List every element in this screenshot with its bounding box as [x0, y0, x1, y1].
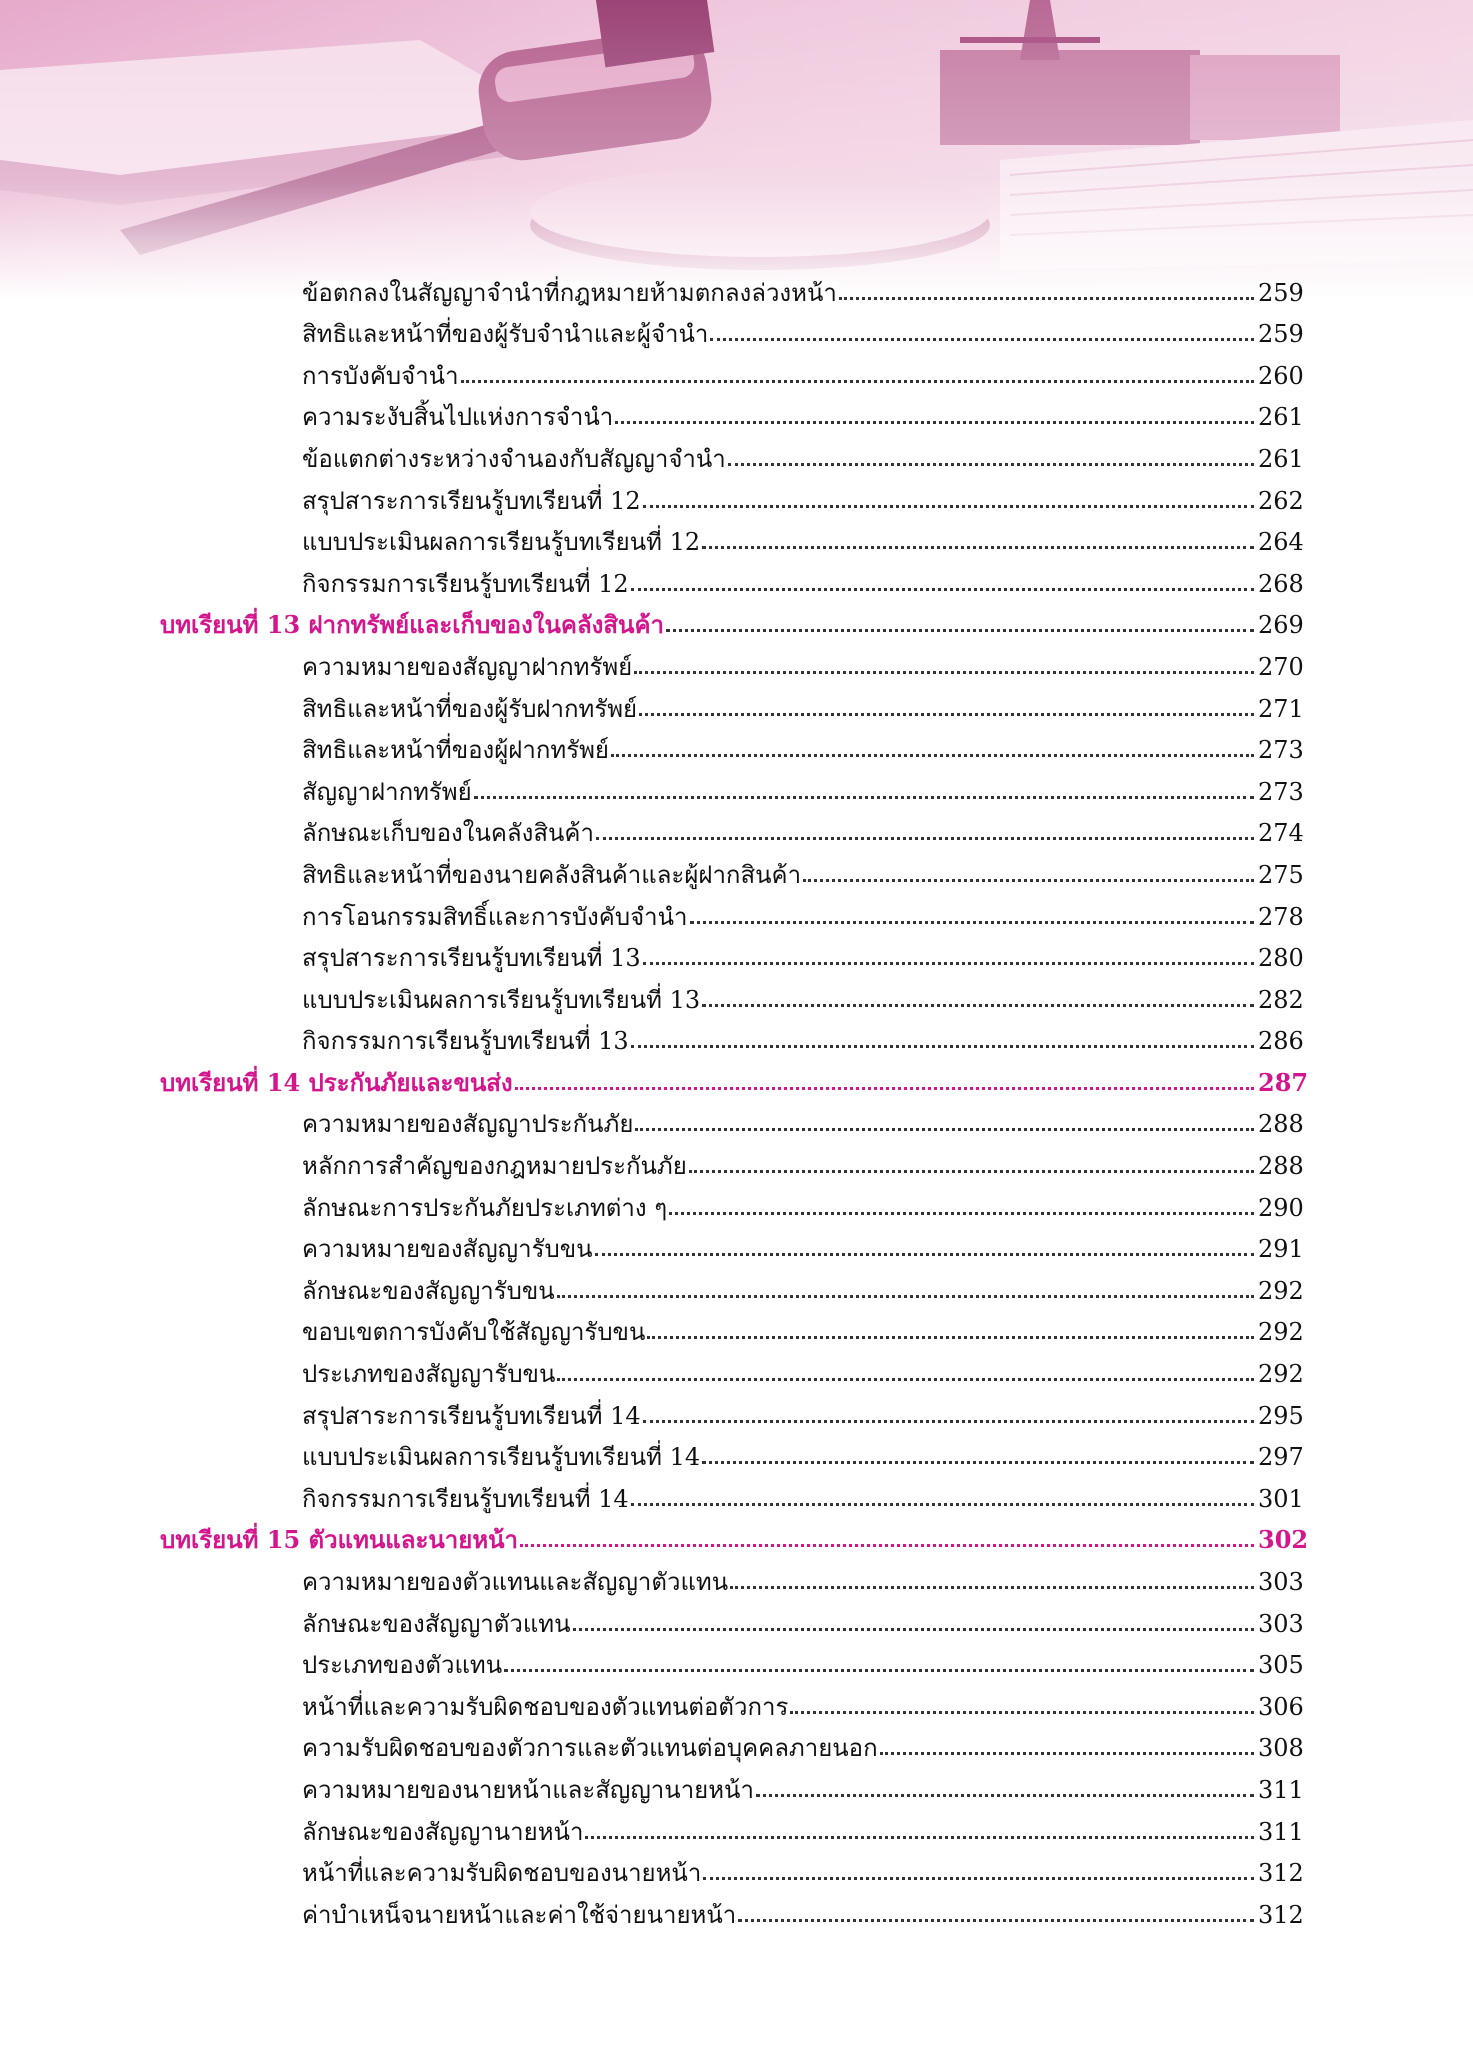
toc-entry-row[interactable]	[160, 1719, 1304, 1763]
toc-page-number: 287	[1258, 1067, 1309, 1097]
dot-leader	[756, 1794, 1254, 1797]
dot-leader	[647, 1336, 1254, 1339]
toc-entry-title: แบบประเมินผลการเรียนรู้บทเรียนที่ 13	[302, 985, 701, 1014]
toc-page-number: 308	[1258, 1734, 1304, 1763]
toc-page-number: 302	[1258, 1525, 1309, 1555]
toc-chapter-row[interactable]	[160, 1053, 1309, 1097]
toc-page-number: 303	[1258, 1609, 1304, 1638]
toc-entry-row[interactable]	[160, 637, 1304, 681]
toc-entry-row[interactable]	[160, 1469, 1304, 1513]
toc-entry-row[interactable]	[160, 1677, 1304, 1721]
dot-leader	[643, 505, 1254, 508]
toc-entry-title: ความหมายของสัญญาประกันภัย	[302, 1110, 634, 1139]
toc-entry-title: ความหมายของนายหน้าและสัญญานายหน้า	[302, 1775, 754, 1804]
dot-leader	[585, 1836, 1254, 1839]
toc-page-number: 273	[1258, 736, 1304, 765]
toc-page-number: 282	[1258, 985, 1304, 1014]
dot-leader	[690, 921, 1255, 924]
toc-page-number: 268	[1258, 569, 1304, 598]
toc-entry-title: ความหมายของสัญญารับขน	[302, 1235, 593, 1264]
dot-leader	[634, 671, 1254, 674]
toc-entry-title: กิจกรรมการเรียนรู้บทเรียนที่ 14	[302, 1484, 629, 1513]
toc-page-number: 292	[1258, 1318, 1304, 1347]
toc-entry-row[interactable]	[160, 263, 1304, 307]
dot-leader	[611, 754, 1254, 757]
toc-page-number: 303	[1258, 1568, 1304, 1596]
toc-entry-title: บทเรียนที่ 13 ฝากทรัพย์และเก็บของในคลังสินค้า	[160, 610, 664, 640]
dot-leader	[631, 1045, 1254, 1048]
toc-entry-title: ขอบเขตการบังคับใช้สัญญารับขน	[302, 1318, 646, 1347]
toc-page-number: 288	[1258, 1110, 1304, 1139]
toc-entry-title: การโอนกรรมสิทธิ์และการบังคับจำนำ	[302, 902, 688, 931]
toc-page-number: 297	[1258, 1443, 1304, 1472]
toc-entry-row[interactable]	[160, 1136, 1304, 1181]
dot-leader	[702, 1461, 1254, 1464]
dot-leader	[557, 1295, 1254, 1298]
toc-entry-row[interactable]	[160, 1802, 1304, 1846]
toc-entry-title: ลักษณะการประกันภัยประเภทต่าง ๆ	[302, 1193, 668, 1222]
dot-leader	[639, 713, 1254, 716]
toc-entry-title: ความรับผิดชอบของตัวการและตัวแทนต่อบุคคลภายนอก	[302, 1734, 878, 1763]
toc-entry-row[interactable]	[160, 1386, 1304, 1430]
toc-entry-title: ลักษณะของสัญญารับขน	[302, 1276, 555, 1305]
toc-page-number: 271	[1258, 694, 1304, 723]
toc-entry-row[interactable]	[160, 1844, 1304, 1888]
toc-entry-title: ข้อแตกต่างระหว่างจำนองกับสัญญาจำนำ	[302, 444, 726, 473]
toc-entry-row[interactable]	[160, 1220, 1304, 1264]
toc-entry-title: ความหมายของสัญญาฝากทรัพย์	[302, 652, 633, 681]
dot-leader	[643, 1420, 1254, 1423]
toc-page-number: 306	[1258, 1692, 1304, 1721]
toc-entry-row[interactable]	[160, 1261, 1304, 1305]
dot-leader	[666, 629, 1254, 632]
toc-page-number: 292	[1258, 1360, 1304, 1389]
toc-entry-title: ลักษณะของสัญญาตัวแทน	[302, 1609, 571, 1638]
dot-leader	[880, 1752, 1254, 1755]
toc-entry-title: บทเรียนที่ 15 ตัวแทนและนายหน้า	[160, 1525, 519, 1555]
dot-leader	[631, 588, 1254, 591]
toc-entry-row[interactable]	[160, 513, 1304, 557]
dot-leader	[710, 338, 1254, 341]
header-banner	[0, 0, 1473, 300]
dot-leader	[790, 1711, 1254, 1714]
toc-page-number: 264	[1258, 528, 1304, 557]
toc-page-number: 291	[1258, 1235, 1304, 1264]
toc-entry-title: ความหมายของตัวแทนและสัญญาตัวแทน	[302, 1568, 729, 1596]
toc-entry-row[interactable]	[160, 305, 1304, 349]
toc-entry-row[interactable]	[160, 1760, 1304, 1804]
toc-page-number: 290	[1258, 1193, 1304, 1222]
dot-leader	[557, 1378, 1254, 1381]
toc-entry-title: กิจกรรมการเรียนรู้บทเรียนที่ 13	[302, 1027, 629, 1056]
toc-entry-row[interactable]	[160, 845, 1304, 889]
dot-leader	[669, 1212, 1254, 1215]
toc-page-number: 292	[1258, 1276, 1304, 1305]
toc-page-number: 275	[1258, 860, 1304, 889]
toc-entry-title: สรุปสาระการเรียนรู้บทเรียนที่ 14	[302, 1401, 641, 1430]
toc-page-number: 269	[1258, 611, 1304, 640]
dot-leader	[738, 1919, 1254, 1922]
dot-leader	[615, 421, 1254, 424]
toc-page-number: 280	[1258, 944, 1304, 973]
toc-page-number: 274	[1258, 819, 1304, 848]
toc-entry-row[interactable]	[160, 1428, 1304, 1472]
toc-entry-title: สิทธิและหน้าที่ของผู้รับฝากทรัพย์	[302, 694, 638, 723]
toc-page-number: 259	[1258, 278, 1304, 307]
toc-entry-title: สิทธิและหน้าที่ของนายคลังสินค้าและผู้ฝากสินค้า	[302, 860, 802, 889]
toc-entry-title: แบบประเมินผลการเรียนรู้บทเรียนที่ 14	[302, 1443, 701, 1472]
dot-leader	[702, 546, 1254, 549]
toc-entry-row[interactable]	[160, 346, 1304, 390]
toc-page-number: 273	[1258, 777, 1304, 806]
toc-chapter-row[interactable]	[160, 1511, 1309, 1555]
toc-page-number: 270	[1258, 652, 1304, 681]
toc-entry-row[interactable]	[160, 1636, 1304, 1680]
toc-entry-row[interactable]	[160, 887, 1304, 931]
toc-entry-row[interactable]	[160, 762, 1304, 806]
toc-entry-row[interactable]	[160, 1552, 1304, 1596]
toc-page-number: 278	[1258, 902, 1304, 931]
toc-page-number: 288	[1258, 1152, 1304, 1181]
toc-entry-title: ประเภทของสัญญารับขน	[302, 1360, 556, 1389]
dot-leader	[689, 1170, 1254, 1173]
dot-leader	[461, 380, 1254, 383]
dot-leader	[631, 1503, 1254, 1506]
toc-entry-row[interactable]	[160, 679, 1304, 723]
toc-entry-row[interactable]	[160, 929, 1304, 973]
toc-entry-row[interactable]	[160, 1303, 1304, 1347]
dot-leader	[703, 1877, 1254, 1880]
toc-page-number: 286	[1258, 1027, 1304, 1056]
toc-chapter-row[interactable]	[160, 596, 1304, 640]
toc-page-number: 295	[1258, 1401, 1304, 1430]
toc-page-number: 311	[1258, 1817, 1304, 1846]
toc-page-number: 259	[1258, 320, 1304, 349]
toc-entry-title: สิทธิและหน้าที่ของผู้ฝากทรัพย์	[302, 736, 609, 765]
toc-entry-row[interactable]	[160, 1344, 1304, 1389]
toc-entry-title: บทเรียนที่ 14 ประกันภัยและขนส่ง	[160, 1067, 513, 1097]
dot-leader	[728, 463, 1254, 466]
dot-leader	[520, 1544, 1254, 1547]
toc-page-number: 312	[1258, 1900, 1304, 1929]
toc-entry-row[interactable]	[160, 804, 1304, 848]
toc-entry-row[interactable]	[160, 471, 1304, 515]
toc-entry-row[interactable]	[160, 1012, 1304, 1056]
toc-entry-row[interactable]	[160, 1594, 1304, 1638]
dot-leader	[515, 1087, 1254, 1090]
toc-entry-title: ประเภทของตัวแทน	[302, 1651, 503, 1680]
toc-entry-title: สัญญาฝากทรัพย์	[302, 777, 472, 806]
toc-entry-title: กิจกรรมการเรียนรู้บทเรียนที่ 12	[302, 569, 629, 598]
toc-entry-title: แบบประเมินผลการเรียนรู้บทเรียนที่ 12	[302, 528, 701, 557]
dot-leader	[474, 796, 1254, 799]
toc-entry-row[interactable]	[160, 1095, 1304, 1139]
toc-page-number: 260	[1258, 361, 1304, 390]
toc-entry-title: ลักษณะของสัญญานายหน้า	[302, 1817, 584, 1846]
toc-entry-row[interactable]	[160, 1178, 1304, 1222]
toc-entry-row[interactable]	[160, 1885, 1304, 1929]
dot-leader	[730, 1586, 1254, 1589]
dot-leader	[573, 1628, 1254, 1631]
dot-leader	[803, 879, 1254, 882]
toc-page-number: 261	[1258, 403, 1304, 432]
dot-leader	[595, 1253, 1254, 1256]
dot-leader	[504, 1669, 1254, 1672]
gavel-and-scales-banner-icon	[0, 0, 1473, 300]
dot-leader	[702, 1004, 1254, 1007]
toc-entry-title: หน้าที่และความรับผิดชอบของตัวแทนต่อตัวการ	[302, 1692, 789, 1721]
toc-page-number: 305	[1258, 1651, 1304, 1680]
toc-entry-row[interactable]	[160, 554, 1304, 598]
toc-page-number: 262	[1258, 486, 1304, 515]
toc-entry-title: ลักษณะเก็บของในคลังสินค้า	[302, 819, 594, 848]
toc-entry-row[interactable]	[160, 970, 1304, 1014]
toc-page-number: 312	[1258, 1859, 1304, 1888]
dot-leader	[839, 297, 1254, 300]
toc-entry-row[interactable]	[160, 721, 1304, 765]
toc-entry-row[interactable]	[160, 388, 1304, 432]
toc-entry-title: ความระงับสิ้นไปแห่งการจำนำ	[302, 403, 614, 432]
toc-entry-title: สรุปสาระการเรียนรู้บทเรียนที่ 12	[302, 486, 641, 515]
toc-page-number: 261	[1258, 444, 1304, 473]
dot-leader	[643, 962, 1254, 965]
toc-page-number: 311	[1258, 1775, 1304, 1804]
toc-entry-title: ค่าบำเหน็จนายหน้าและค่าใช้จ่ายนายหน้า	[302, 1900, 737, 1929]
toc-entry-title: สิทธิและหน้าที่ของผู้รับจำนำและผู้จำนำ	[302, 320, 709, 349]
dot-leader	[596, 837, 1254, 840]
toc-entry-title: สรุปสาระการเรียนรู้บทเรียนที่ 13	[302, 944, 641, 973]
toc-entry-row[interactable]	[160, 429, 1304, 473]
dot-leader	[635, 1128, 1254, 1131]
toc-entry-title: ข้อตกลงในสัญญาจำนำที่กฎหมายห้ามตกลงล่วงหน้า	[302, 278, 837, 307]
toc-page-number: 301	[1258, 1484, 1304, 1513]
toc-entry-title: การบังคับจำนำ	[302, 361, 459, 390]
toc-entry-title: หลักการสำคัญของกฎหมายประกันภัย	[302, 1152, 687, 1181]
toc-entry-title: หน้าที่และความรับผิดชอบของนายหน้า	[302, 1859, 702, 1888]
table-of-contents	[160, 263, 1309, 1929]
